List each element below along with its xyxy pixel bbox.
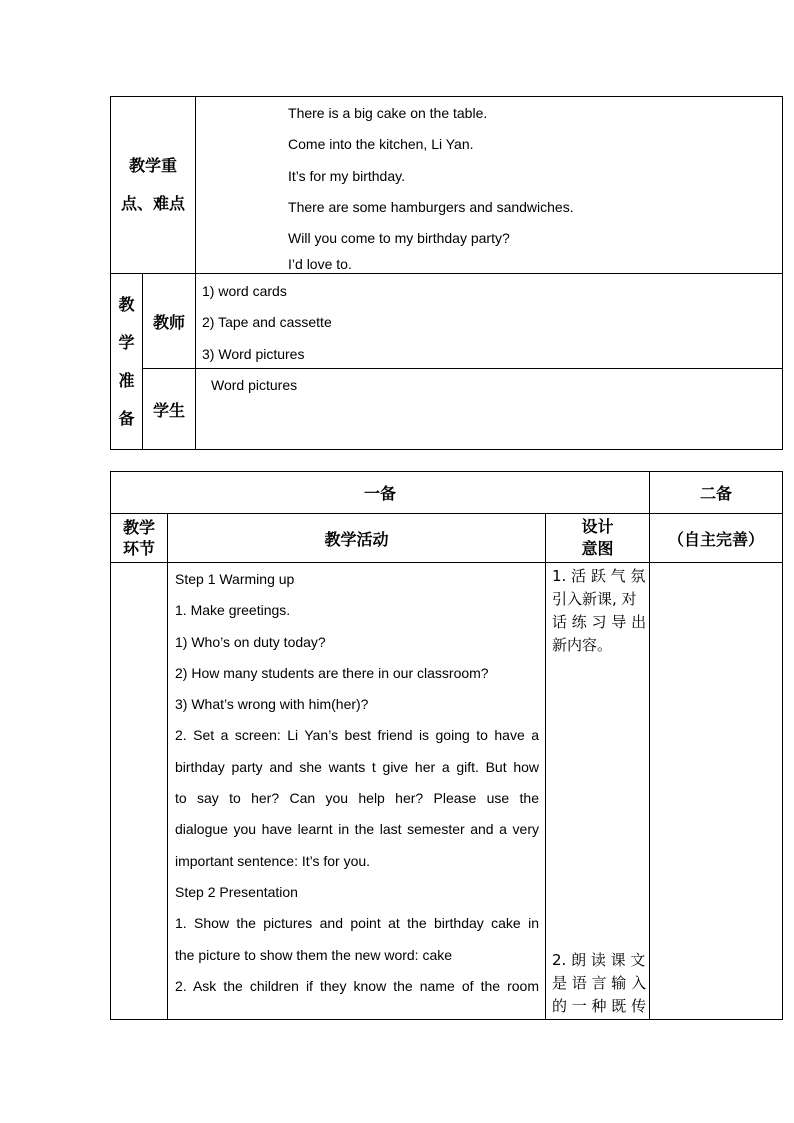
intent-line: 的 一 种 既 传 (552, 997, 647, 1015)
student-label: 学生 (143, 369, 196, 450)
first-prep-header: 一备 (111, 472, 650, 514)
key-points-label-line1: 教学重 (129, 156, 178, 175)
self-complete-content (650, 563, 783, 1020)
prep-label-char: 教 (118, 294, 135, 314)
prep-label-char: 准 (118, 370, 135, 390)
activity-line: 1) Who’s on duty today? (175, 633, 326, 650)
key-point-line: Come into the kitchen, Li Yan. (288, 136, 474, 153)
key-points-content (196, 97, 783, 274)
col-step-header-line2: 环节 (122, 539, 155, 558)
teacher-item: 1) word cards (202, 283, 287, 299)
lesson-prep-table (110, 96, 783, 450)
intent-line: 1. 活 跃 气 氛 (552, 567, 646, 585)
activity-content (168, 563, 546, 1020)
intent-line: 话 练 习 导 出 (552, 613, 647, 631)
intent-line: 是 语 言 输 入 (552, 974, 647, 992)
col-self-header: （自主完善） (650, 514, 783, 563)
col-activity-header: 教学活动 (168, 514, 546, 563)
student-prep-content (196, 369, 783, 450)
activity-line: 2. Set a screen: Li Yan’s best friend is going to have a (175, 727, 539, 744)
prep-label (111, 274, 143, 450)
col-intent-header (546, 514, 650, 563)
activity-line: 2) How many students are there in our classroom? (175, 664, 489, 681)
activity-line: important sentence: It’s for you. (175, 852, 371, 869)
activity-line: dialogue you have learnt in the last semester and a very (175, 821, 539, 838)
intent-line: 新内容。 (552, 636, 613, 654)
intent-line: 2. 朗 读 课 文 (552, 951, 646, 969)
col-intent-header-line1: 设计 (581, 517, 614, 536)
teacher-label: 教师 (143, 274, 196, 369)
second-prep-header: 二备 (650, 472, 783, 514)
prep-label-char: 学 (118, 332, 135, 352)
teaching-activity-table (110, 471, 783, 1020)
teacher-item: 3) Word pictures (202, 345, 305, 362)
activity-line: 3) What’s wrong with him(her)? (175, 696, 369, 713)
step-cell (111, 563, 168, 1020)
student-item: Word pictures (211, 377, 298, 393)
key-point-line: There is a big cake on the table. (288, 105, 488, 121)
teacher-item: 2) Tape and cassette (202, 314, 332, 331)
key-point-line: Will you come to my birthday party? (288, 230, 510, 247)
col-intent-header-line2: 意图 (581, 539, 614, 558)
key-point-line: I’d love to. (288, 256, 352, 273)
activity-line: 1. Make greetings. (175, 602, 291, 619)
activity-line: Step 2 Presentation (175, 883, 298, 900)
activity-line: birthday party and she wants t give her a gift. But how (175, 758, 539, 775)
intent-content (546, 563, 650, 1020)
activity-line: the picture to show them the new word: cake (175, 946, 453, 963)
col-step-header-line1: 教学 (122, 518, 155, 537)
intent-line: 引入新课, 对 (552, 590, 637, 608)
key-point-line: There are some hamburgers and sandwiches. (288, 198, 574, 215)
activity-line: 2. Ask the children if they know the name of the room (175, 977, 539, 994)
activity-line: Step 1 Warming up (175, 571, 295, 587)
activity-line: 1. Show the pictures and point at the birthday cake in (175, 915, 539, 932)
key-point-line: It’s for my birthday. (288, 167, 405, 184)
key-points-label (111, 97, 196, 274)
teacher-prep-content (196, 274, 783, 369)
col-step-header (111, 514, 168, 563)
key-points-label-line2: 点、难点 (121, 194, 186, 213)
prep-label-char: 备 (118, 408, 135, 428)
activity-line: to say to her? Can you help her? Please use the (175, 790, 539, 807)
